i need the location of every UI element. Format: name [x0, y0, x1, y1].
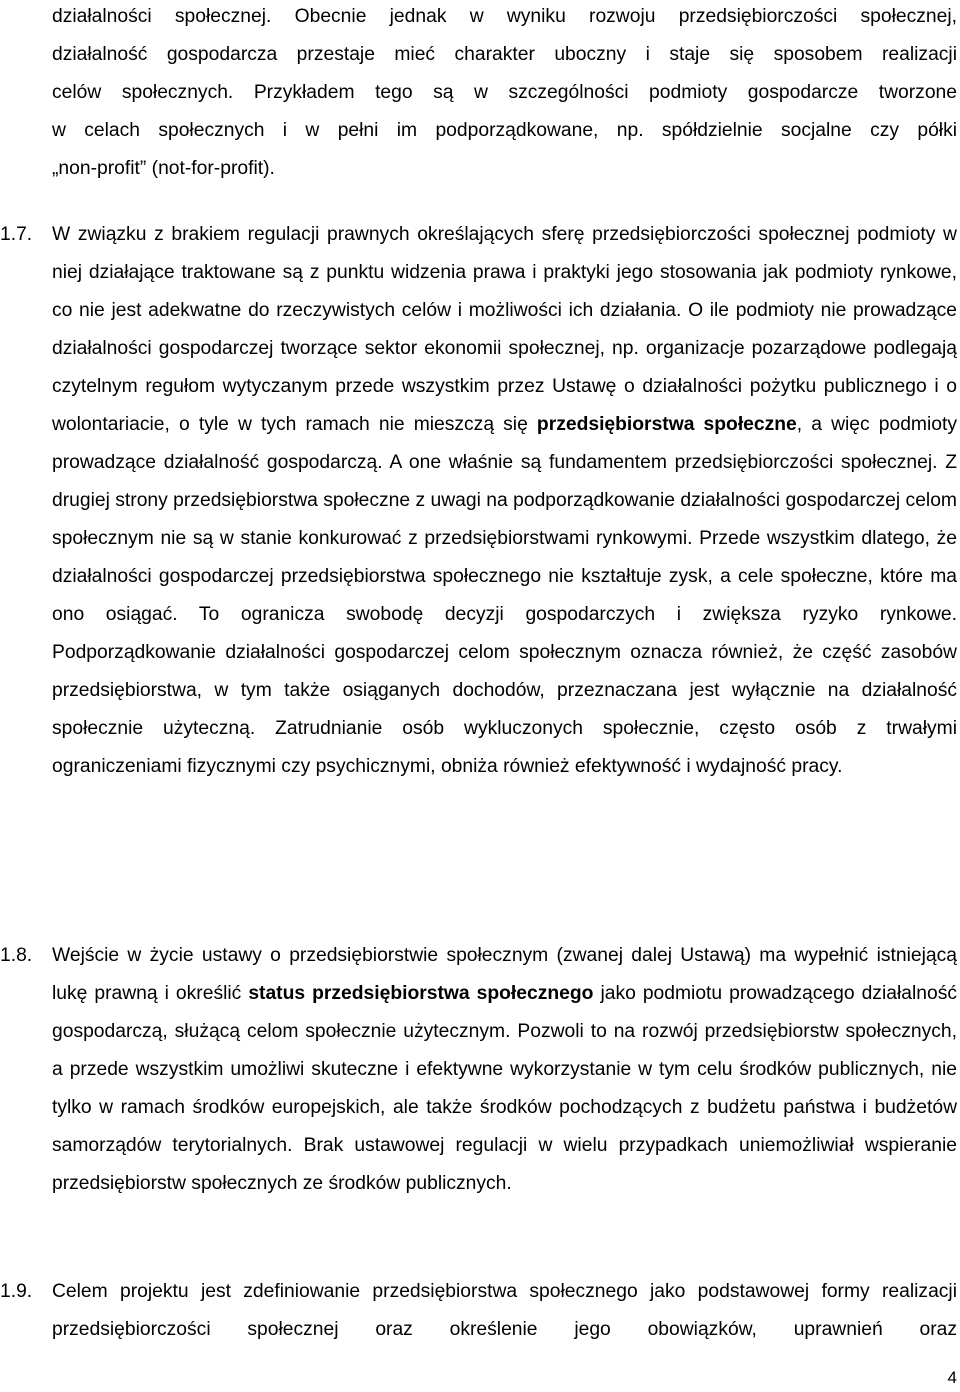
section-number: 1.8. — [0, 945, 33, 966]
section-text: jako podmiotu prowadzącego działalność gospodarczą, służącą celom społecznie użytecznym. Pozwoli to na rozwój przedsiębiorstw społecznych, a przede wszystkim umożliwi skuteczne i efektywne wykorzystanie w tym celu środków publicznych, nie tylko w ramach środków europejskich, ale także środków pochodzących z budżetu państwa i budżetów samorządów terytorialnych. Brak ustawowej regulacji w wielu przypadkach uniemożliwiał wspieranie przedsiębiorstw społecznych ze środków publicznych. — [52, 983, 957, 1194]
section-1-7 — [0, 216, 957, 786]
intro-line: działalności społecznej. Obecnie jednak w wyniku rozwoju przedsiębiorczości społecznej, — [52, 6, 957, 27]
intro-text: w celach społecznych i w pełni im podporządkowane, np. spółdzielnie socjalne czy półki — [52, 120, 957, 141]
intro-line: działalność gospodarcza przestaje mieć charakter uboczny i staje się sposobem realizacji — [52, 44, 957, 65]
section-1-8 — [0, 937, 957, 1203]
section-text: , a więc podmioty prowadzące działalność gospodarczą. A one właśnie są fundamentem przedsiębiorczości społecznej. Z drugiej strony przedsiębiorstwa społeczne z uwagi na podporządkowanie działalności gospodarczej celom społecznym nie są w stanie konkurować z przedsiębiorstwami rynkowymi. Przede wszystkim dlatego, że działalności gospodarczej przedsiębiorstwa społecznego nie kształtuje zysk, a cele społeczne, które ma ono osiągać. To ogranicza swobodę decyzji gospodarczych i zwiększa ryzyko rynkowe. Podporządkowanie działalności gospodarczej celom społecznym oznacza również, że część zasobów przedsiębiorstwa, w tym także osiąganych dochodów, przeznaczana jest wyłącznie na działalność społecznie użyteczną. Zatrudnianie osób wykluczonych społecznie, często osób z trwałymi ograniczeniami fizycznymi czy psychicznymi, obniża również efektywność i wydajność pracy. — [52, 414, 957, 777]
section-1-9 — [0, 1273, 957, 1349]
intro-line — [52, 112, 957, 150]
intro-line: „non-profit” (not-for-profit). — [52, 158, 275, 179]
bold-term: przedsiębiorstwa społeczne — [536, 414, 797, 435]
section-text: Wejście w życie ustawy o przedsiębiorstwie społecznym (zwanej dalej Ustawą) ma wypełnić istniejącą lukę prawną i określić — [52, 945, 957, 1004]
section-number: 1.9. — [0, 1281, 33, 1302]
bold-term: status przedsiębiorstwa społecznego — [248, 983, 594, 1004]
page-number: 4 — [947, 1368, 957, 1387]
section-number: 1.7. — [0, 224, 33, 245]
section-paragraph — [52, 1273, 957, 1349]
intro-line: celów społecznych. Przykładem tego są w szczególności podmioty gospodarcze tworzone — [52, 82, 957, 103]
section-paragraph — [52, 216, 957, 786]
intro-paragraph — [52, 0, 957, 188]
section-paragraph — [52, 937, 957, 1203]
section-text: W związku z brakiem regulacji prawnych określających sferę przedsiębiorczości społecznej podmioty w niej działające traktowane są z punktu widzenia prawa i praktyki jego stosowania jak podmioty rynkowe, co nie jest adekwatne do rzeczywistych celów i możliwości ich działania. O ile podmioty nie prowadzące działalności gospodarczej tworzące sektor ekonomii społecznej, np. organizacje pozarządowe podlegają czytelnym regułom wytyczanym przede wszystkim przez Ustawę o działalności pożytku publicznego i o wolontariacie, o tyle w tych ramach nie mieszczą się — [52, 224, 957, 435]
section-text: Celem projektu jest zdefiniowanie przedsiębiorstwa społecznego jako podstawowej formy realizacji przedsiębiorczości społecznej oraz określenie jego obowiązków, uprawnień oraz — [52, 1281, 957, 1340]
